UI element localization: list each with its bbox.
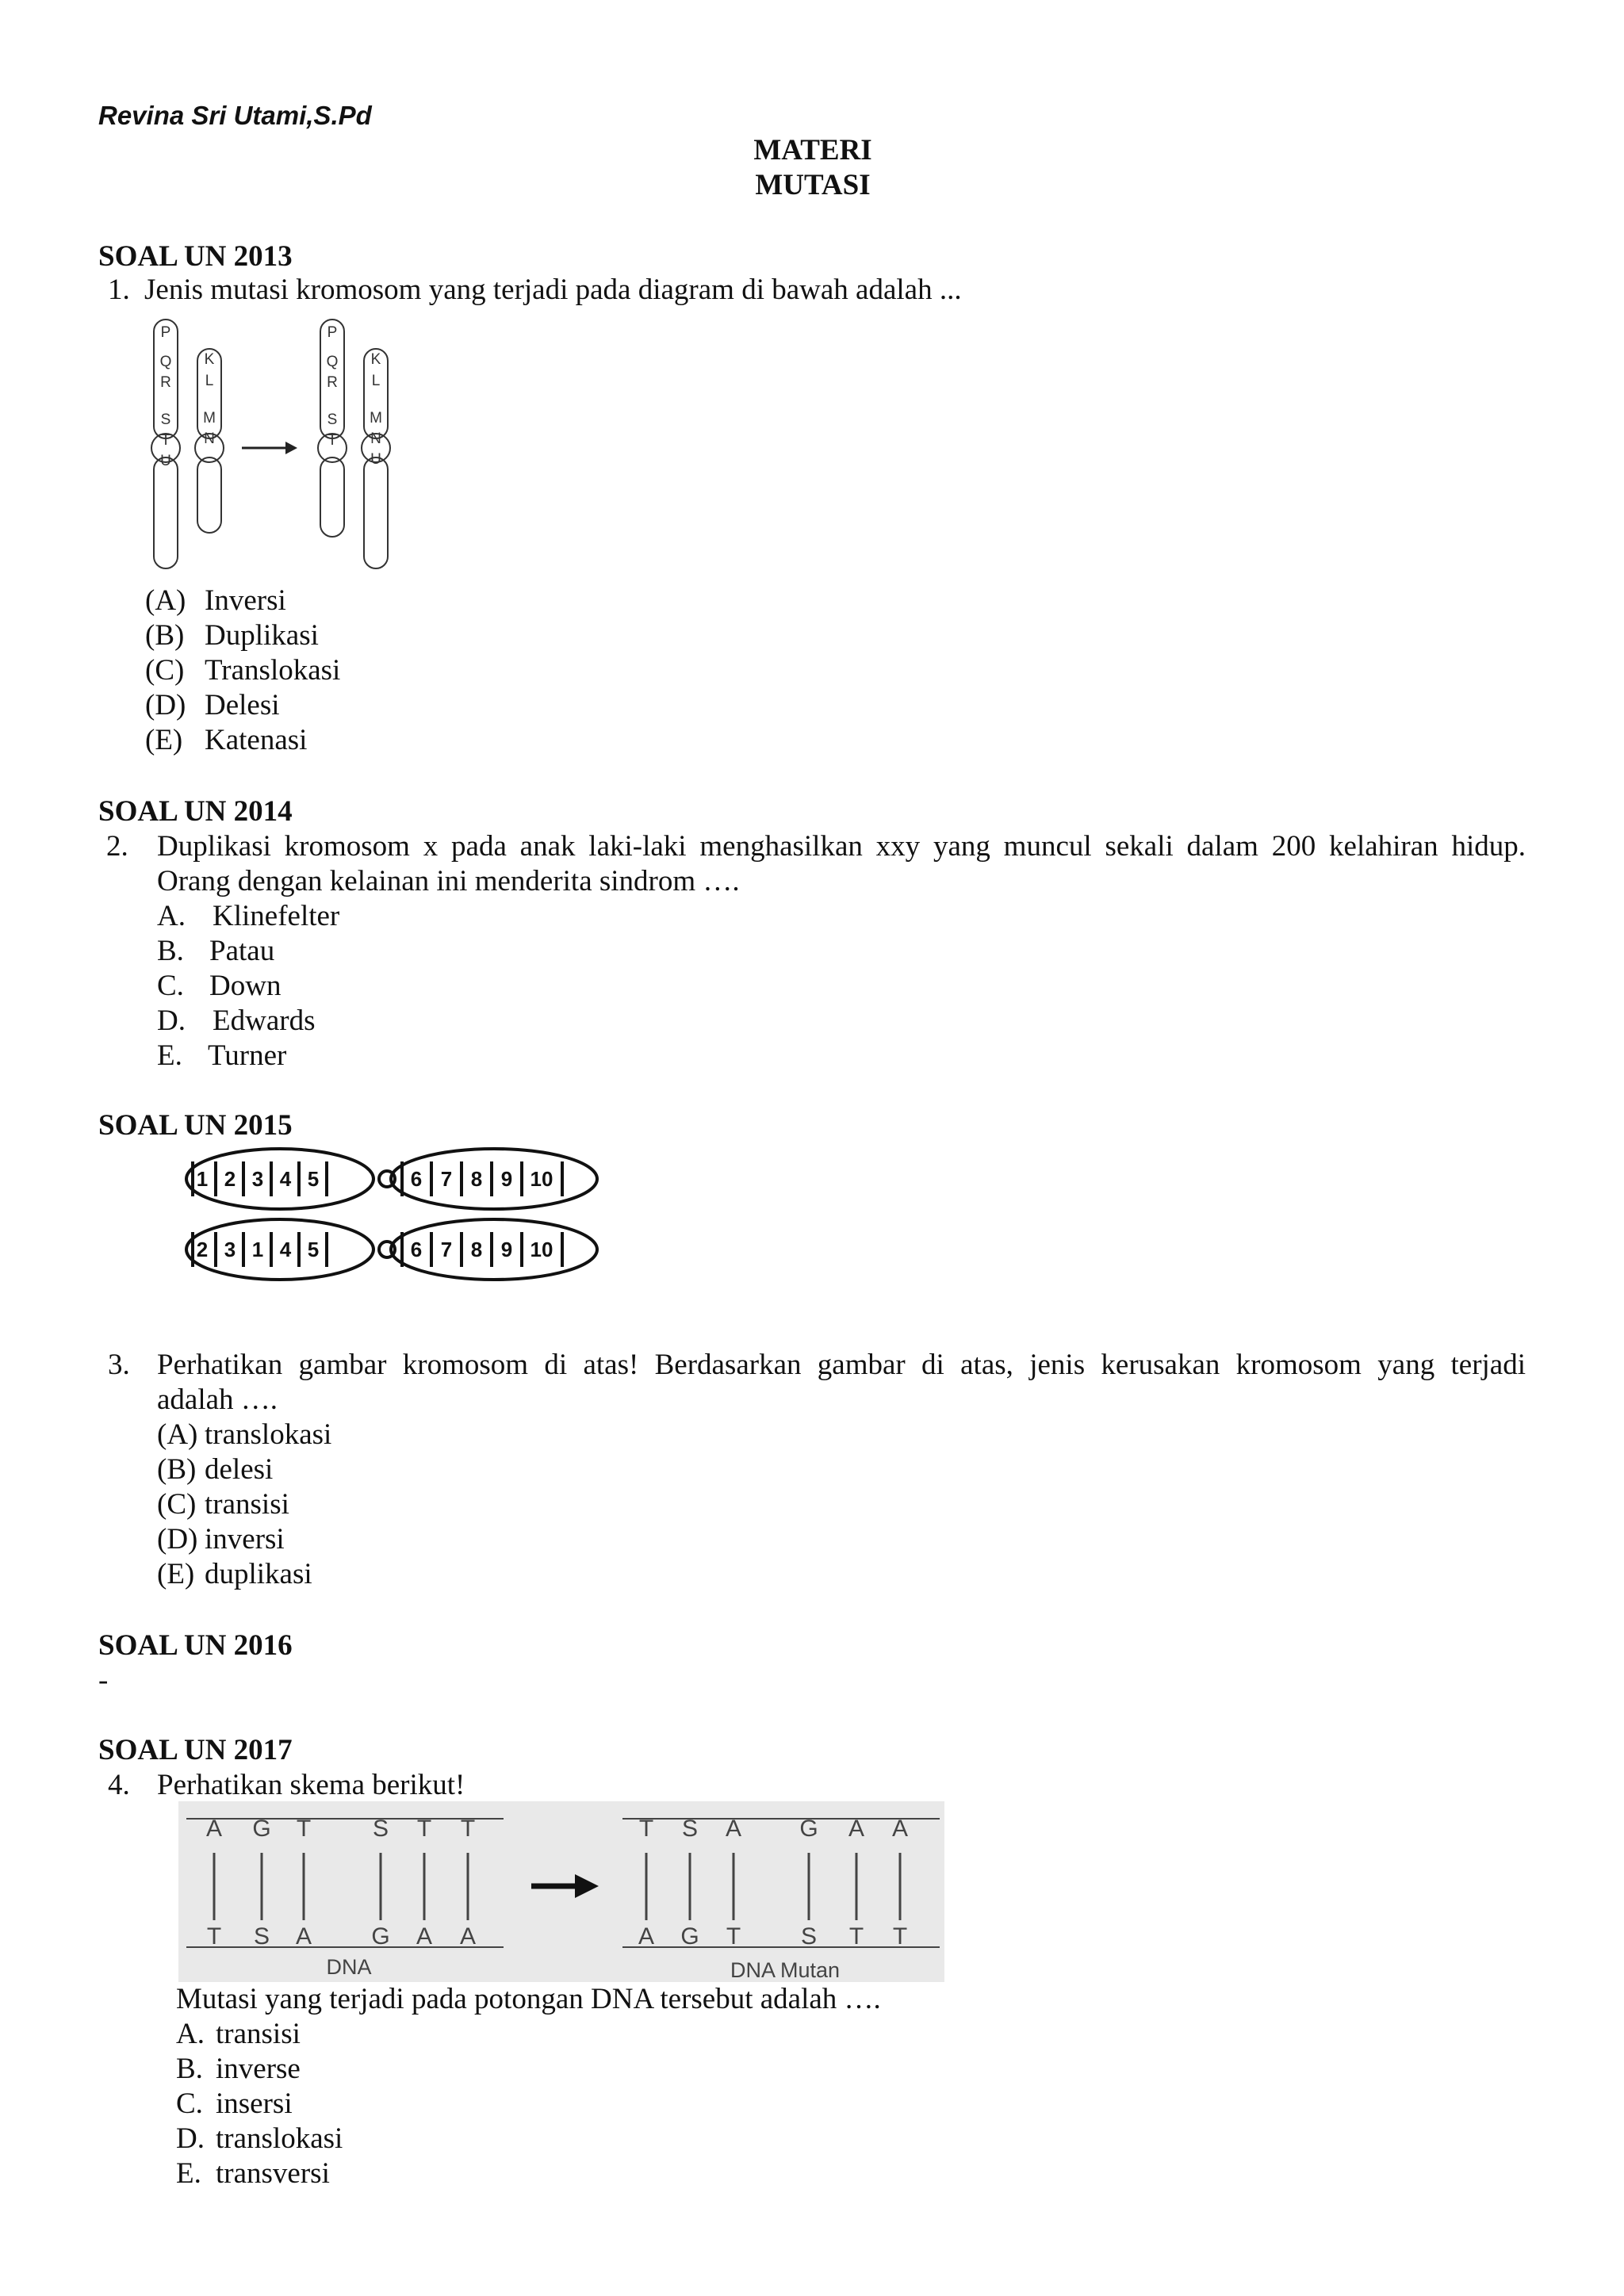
chromosome-inversion-figure <box>178 1142 607 1284</box>
option-row[interactable] <box>145 653 340 688</box>
option-text: transisi <box>205 1488 289 1521</box>
segment-label: 2 <box>224 1167 236 1191</box>
option-row[interactable] <box>157 1487 289 1522</box>
gene-label: U <box>160 453 171 469</box>
question-prompt-4: Mutasi yang terjadi pada potongan DNA tersebut adalah …. <box>176 1983 881 2015</box>
base-label: T <box>638 1816 654 1842</box>
question-text-3-line1: Perhatikan gambar kromosom di atas! Berdasarkan gambar di atas, jenis kerusakan kromosom yang terjadi <box>157 1349 1526 1381</box>
gene-label: M <box>370 410 382 427</box>
option-row[interactable] <box>157 1522 285 1557</box>
gene-label: L <box>371 373 381 389</box>
option-label: B. <box>176 2053 203 2085</box>
option-label: E. <box>157 1039 182 1072</box>
segment-label: 2 <box>196 1238 209 1261</box>
option-text: duplikasi <box>205 1558 312 1590</box>
base-label: S <box>372 1816 389 1842</box>
gene-label: M <box>203 410 216 427</box>
gene-label: P <box>327 324 338 341</box>
question-text-2-line1: Duplikasi kromosom x pada anak laki-laki menghasilkan xxy yang muncul sekali dalam 200 kelahiran hidup. <box>157 830 1526 863</box>
gene-label: N <box>370 430 381 447</box>
option-text: Delesi <box>205 689 280 721</box>
base-label: G <box>680 1923 699 1950</box>
question-number-4: 4. <box>108 1769 130 1801</box>
segment-label: 4 <box>279 1238 292 1261</box>
base-label: S <box>681 1816 699 1842</box>
base-label: T <box>892 1923 908 1950</box>
question-text-4: Perhatikan skema berikut! <box>157 1769 465 1801</box>
gene-label: R <box>160 374 171 391</box>
base-label: T <box>726 1923 741 1950</box>
option-row[interactable] <box>157 1418 331 1452</box>
base-label: S <box>800 1923 818 1950</box>
segment-label: 6 <box>410 1238 423 1261</box>
segment-label: 9 <box>500 1238 513 1261</box>
section-heading-2015: SOAL UN 2015 <box>98 1109 293 1142</box>
option-label: A. <box>176 2018 205 2050</box>
option-label: (D) <box>157 1523 198 1556</box>
option-row[interactable] <box>157 1452 273 1487</box>
option-row[interactable] <box>157 969 281 1004</box>
option-label: C. <box>176 2087 203 2120</box>
gene-label: N <box>204 430 215 447</box>
option-label: (A) <box>145 584 186 617</box>
section-heading-2014: SOAL UN 2014 <box>98 795 293 828</box>
option-text: Katenasi <box>205 724 308 756</box>
section-heading-2016: SOAL UN 2016 <box>98 1629 293 1662</box>
option-row[interactable] <box>157 934 274 969</box>
segment-label: 7 <box>440 1238 453 1261</box>
option-text: Duplikasi <box>205 619 319 652</box>
option-row[interactable] <box>157 1004 315 1039</box>
base-label: A <box>848 1816 865 1842</box>
segment-label: 10 <box>530 1238 553 1261</box>
question-number-1: 1. <box>108 274 130 306</box>
question-text-1: Jenis mutasi kromosom yang terjadi pada diagram di bawah adalah ... <box>144 274 962 306</box>
segment-label: 4 <box>279 1167 292 1191</box>
gene-label: R <box>327 374 338 391</box>
author-name: Revina Sri Utami,S.Pd <box>98 101 372 130</box>
segment-label: 9 <box>500 1167 513 1191</box>
gene-label: Q <box>326 354 339 370</box>
option-text: Turner <box>208 1039 287 1072</box>
dna-mutant-label: DNA Mutan <box>730 1958 841 1982</box>
base-label: T <box>206 1923 222 1950</box>
base-label: A <box>205 1816 223 1842</box>
option-label: (E) <box>157 1558 195 1590</box>
segment-label: 5 <box>307 1238 320 1261</box>
option-row[interactable] <box>157 899 339 934</box>
section-heading-2013: SOAL UN 2013 <box>98 240 293 273</box>
base-label: S <box>253 1923 270 1950</box>
option-text: translokasi <box>205 1418 332 1451</box>
option-row[interactable] <box>157 1557 312 1592</box>
question-number-2: 2. <box>106 830 128 863</box>
option-row[interactable] <box>145 618 319 653</box>
base-label: A <box>459 1923 477 1950</box>
gene-label: S <box>327 411 338 428</box>
option-row[interactable] <box>176 2052 301 2087</box>
base-label: G <box>799 1816 818 1842</box>
gene-label: P <box>160 324 171 341</box>
dna-mutation-figure <box>178 1801 944 1982</box>
option-label: (D) <box>145 689 186 721</box>
option-label: D. <box>176 2122 205 2155</box>
segment-label: 1 <box>196 1167 209 1191</box>
option-label: (A) <box>157 1418 198 1451</box>
base-label: T <box>296 1816 312 1842</box>
gene-label: K <box>204 351 215 368</box>
base-label: A <box>295 1923 312 1950</box>
base-label: G <box>371 1923 390 1950</box>
option-text: Inversi <box>205 584 286 617</box>
base-label: A <box>416 1923 433 1950</box>
dna-label: DNA <box>326 1955 372 1979</box>
option-text: translokasi <box>216 2122 343 2155</box>
option-label: (E) <box>145 724 183 756</box>
option-text: inversi <box>205 1523 285 1556</box>
chromosome-translocation-figure <box>147 313 408 583</box>
base-label: A <box>725 1816 742 1842</box>
option-label: C. <box>157 970 184 1002</box>
segment-label: 5 <box>307 1167 320 1191</box>
segment-label: 7 <box>440 1167 453 1191</box>
section-note-2016: - <box>98 1664 109 1697</box>
question-text-2-line2: Orang dengan kelainan ini menderita sindrom …. <box>157 865 740 897</box>
segment-label: 8 <box>470 1238 483 1261</box>
option-text: inverse <box>216 2053 301 2085</box>
option-label: A. <box>157 900 186 932</box>
option-text: insersi <box>216 2087 293 2120</box>
segment-label: 3 <box>224 1238 236 1261</box>
option-label: (B) <box>157 1453 197 1486</box>
gene-label: T <box>327 432 337 449</box>
option-label: (C) <box>157 1488 197 1521</box>
gene-label: U <box>370 451 381 468</box>
base-label: A <box>891 1816 909 1842</box>
base-label: A <box>638 1923 655 1950</box>
option-text: Down <box>209 970 282 1002</box>
section-heading-2017: SOAL UN 2017 <box>98 1734 293 1766</box>
base-label: T <box>460 1816 476 1842</box>
gene-label: Q <box>159 354 172 370</box>
base-label: T <box>416 1816 432 1842</box>
option-text: Edwards <box>213 1004 316 1037</box>
option-text: Translokasi <box>205 654 341 687</box>
option-row[interactable] <box>176 2122 343 2156</box>
gene-label: K <box>370 351 381 368</box>
option-row[interactable] <box>145 584 286 618</box>
option-text: Klinefelter <box>213 900 340 932</box>
option-label: E. <box>176 2157 201 2190</box>
option-row[interactable] <box>176 2017 301 2052</box>
base-label: T <box>848 1923 864 1950</box>
option-row[interactable] <box>145 723 307 758</box>
gene-label: T <box>161 432 170 449</box>
page-title-line1: MATERI <box>753 134 872 166</box>
page-title-line2: MUTASI <box>755 169 871 201</box>
option-label: B. <box>157 935 184 967</box>
question-text-3-line2: adalah …. <box>157 1383 278 1416</box>
option-text: transversi <box>216 2157 330 2190</box>
option-row[interactable] <box>145 688 280 723</box>
base-label: G <box>252 1816 271 1842</box>
gene-label: L <box>205 373 214 389</box>
option-label: D. <box>157 1004 186 1037</box>
option-row[interactable] <box>157 1039 286 1073</box>
segment-label: 10 <box>530 1167 553 1191</box>
gene-label: S <box>160 411 171 428</box>
segment-label: 1 <box>251 1238 264 1261</box>
option-text: delesi <box>205 1453 274 1486</box>
segment-label: 3 <box>251 1167 264 1191</box>
option-label: (C) <box>145 654 185 687</box>
option-text: transisi <box>216 2018 301 2050</box>
question-number-3: 3. <box>108 1349 130 1381</box>
segment-label: 8 <box>470 1167 483 1191</box>
segment-label: 6 <box>410 1167 423 1191</box>
option-text: Patau <box>209 935 275 967</box>
option-label: (B) <box>145 619 185 652</box>
option-row[interactable] <box>176 2156 330 2191</box>
option-row[interactable] <box>176 2087 293 2122</box>
